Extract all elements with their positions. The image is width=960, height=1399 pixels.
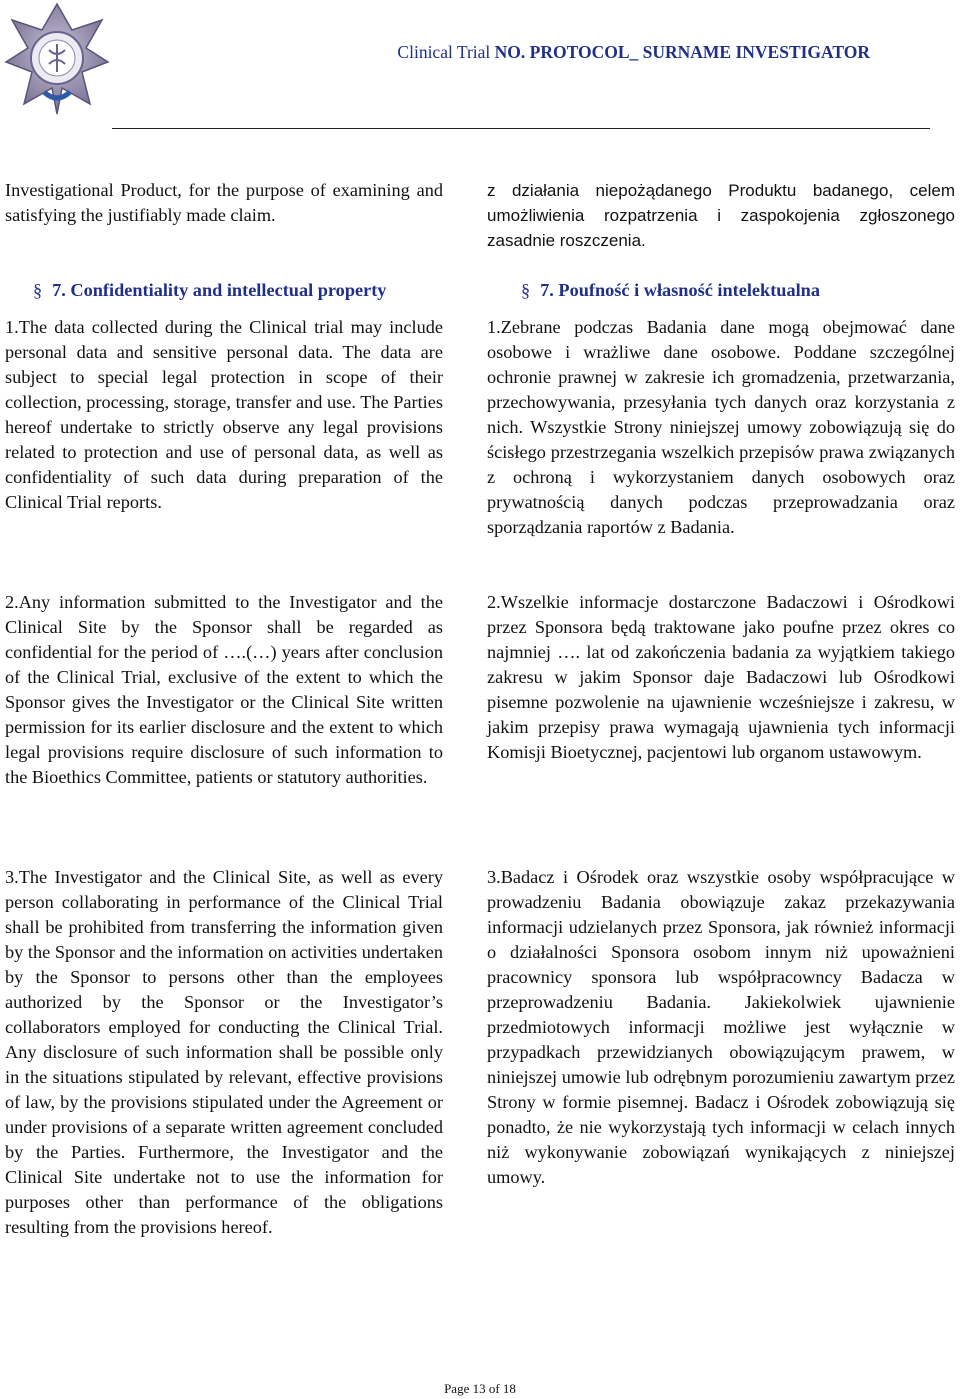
page-number: Page 13 of 18: [444, 1381, 516, 1396]
polish-paragraph-2: 2.Wszelkie informacje dostarczone Badaczowi i Ośrodkowi przez Sponsora będą traktowane jako poufne przez okres co najmniej …. lat od zakończenia badania za wyjątkiem takiego zakresu w jakim Sponsor daje Badaczowi lub Ośrodkowi pisemne pozwolenie na ujawnienie wcześniejsze i zakresu, w jakim przepisy prawa wymagają ujawnienia tych informacji Komisji Bioetycznej, pacjentowi lub organom ustawowym.: [487, 592, 955, 762]
header-divider: [112, 128, 930, 129]
header-title-bold: NO. PROTOCOL_ SURNAME INVESTIGATOR: [494, 42, 870, 62]
polish-paragraph-1: 1.Zebrane podczas Badania dane mogą obejmować dane osobowe i wrażliwe dane osobowe. Poddane szczególnej ochronie prawnej w zakresie ich gromadzenia, przetwarzania, przechowywania, przesyłania tych danych oraz korzystania z nich. Wszystkie Strony niniejszej umowy zobowiązują się do ścisłego przestrzegania wszelkich przepisów prawa związanych z ochroną i wykorzystaniem danych osobowych oraz prywatnością danych podczas przeprowadzania oraz sporządzania raportów z Badania.: [487, 317, 955, 537]
polish-heading-text: 7. Poufność i własność intelektualna: [540, 280, 820, 300]
institute-logo: [2, 0, 112, 118]
english-paragraph-1: 1.The data collected during the Clinical trial may include personal data and sensitive personal data. The data are subject to special legal protection in scope of their collection, processing, storage, transfer and use. The Parties hereof undertake to strictly observe any legal provisions related to protection and use of personal data, as well as confidentiality of such data during preparation of the Clinical Trial reports.: [5, 317, 443, 512]
english-column: [5, 178, 443, 1240]
polish-paragraph-3: 3.Badacz i Ośrodek oraz wszystkie osoby współpracujące w prowadzeniu Badania obowiązuje zakaz przekazywania informacji udzielanych przez Sponsora, jak również informacji o działalności Sponsora osobom innym niż upoważnieni pracownicy sponsora lub współpracowncy Badacza w przeprowadzeniu Badania. Jakiekolwiek ujawnienie przedmiotowych informacji możliwe jest wyłącznie w przypadkach przewidzianych obowiązującym prawem, w niniejszej umowie lub odrębnym porozumieniu zawartym przez Strony w formie pisemnej. Badacz i Ośrodek zobowiązują się ponadto, że nie wykorzystają tych informacji w celach innych niż wykonywanie zobowiązań wynikających z niniejszej umowy.: [487, 867, 955, 1187]
english-paragraph-3: 3.The Investigator and the Clinical Site, as well as every person collaborating in performance of the Clinical Trial shall be prohibited from transferring the information given by the Sponsor and the information on activities undertaken by the Sponsor to persons other than the employees authorized by the Sponsor or the Investigator’s collaborators employed for conducting the Clinical Trial. Any disclosure of such information shall be possible only in the situations stipulated by relevant, effective provisions of law, by the provisions stipulated under the Agreement or under provisions of a separate written agreement concluded by the Parties. Furthermore, the Investigator and the Clinical Site undertake not to use the information for purposes other than performance of the obligations resulting from the provisions hereof.: [5, 867, 443, 1237]
polish-column: [487, 178, 955, 1190]
english-paragraph-2: 2.Any information submitted to the Investigator and the Clinical Site by the Sponsor shall be regarded as confidential for the period of ….(…) years after conclusion of the Clinical Trial, exclusive of the extent to which the Sponsor gives the Investigator or the Clinical Site written permission for its earlier disclosure and the extent to which legal provisions require disclosure of such information to the Bioethics Committee, patients or statutory authorities.: [5, 592, 443, 787]
english-heading-text: 7. Confidentiality and intellectual property: [52, 280, 387, 300]
section-sign: §: [33, 280, 43, 300]
section-sign: §: [521, 280, 531, 300]
polish-intro: z działania niepożądanego Produktu badanego, celem umożliwienia rozpatrzenia i zaspokojenia zgłoszonego zasadnie roszczenia.: [487, 181, 955, 250]
polish-section-heading: [487, 278, 955, 315]
header-title-normal: Clinical Trial: [397, 42, 491, 62]
document-header-title: [397, 42, 870, 63]
english-section-heading: [5, 278, 443, 315]
english-intro: Investigational Product, for the purpose of examining and satisfying the justifiably made claim.: [5, 180, 443, 225]
